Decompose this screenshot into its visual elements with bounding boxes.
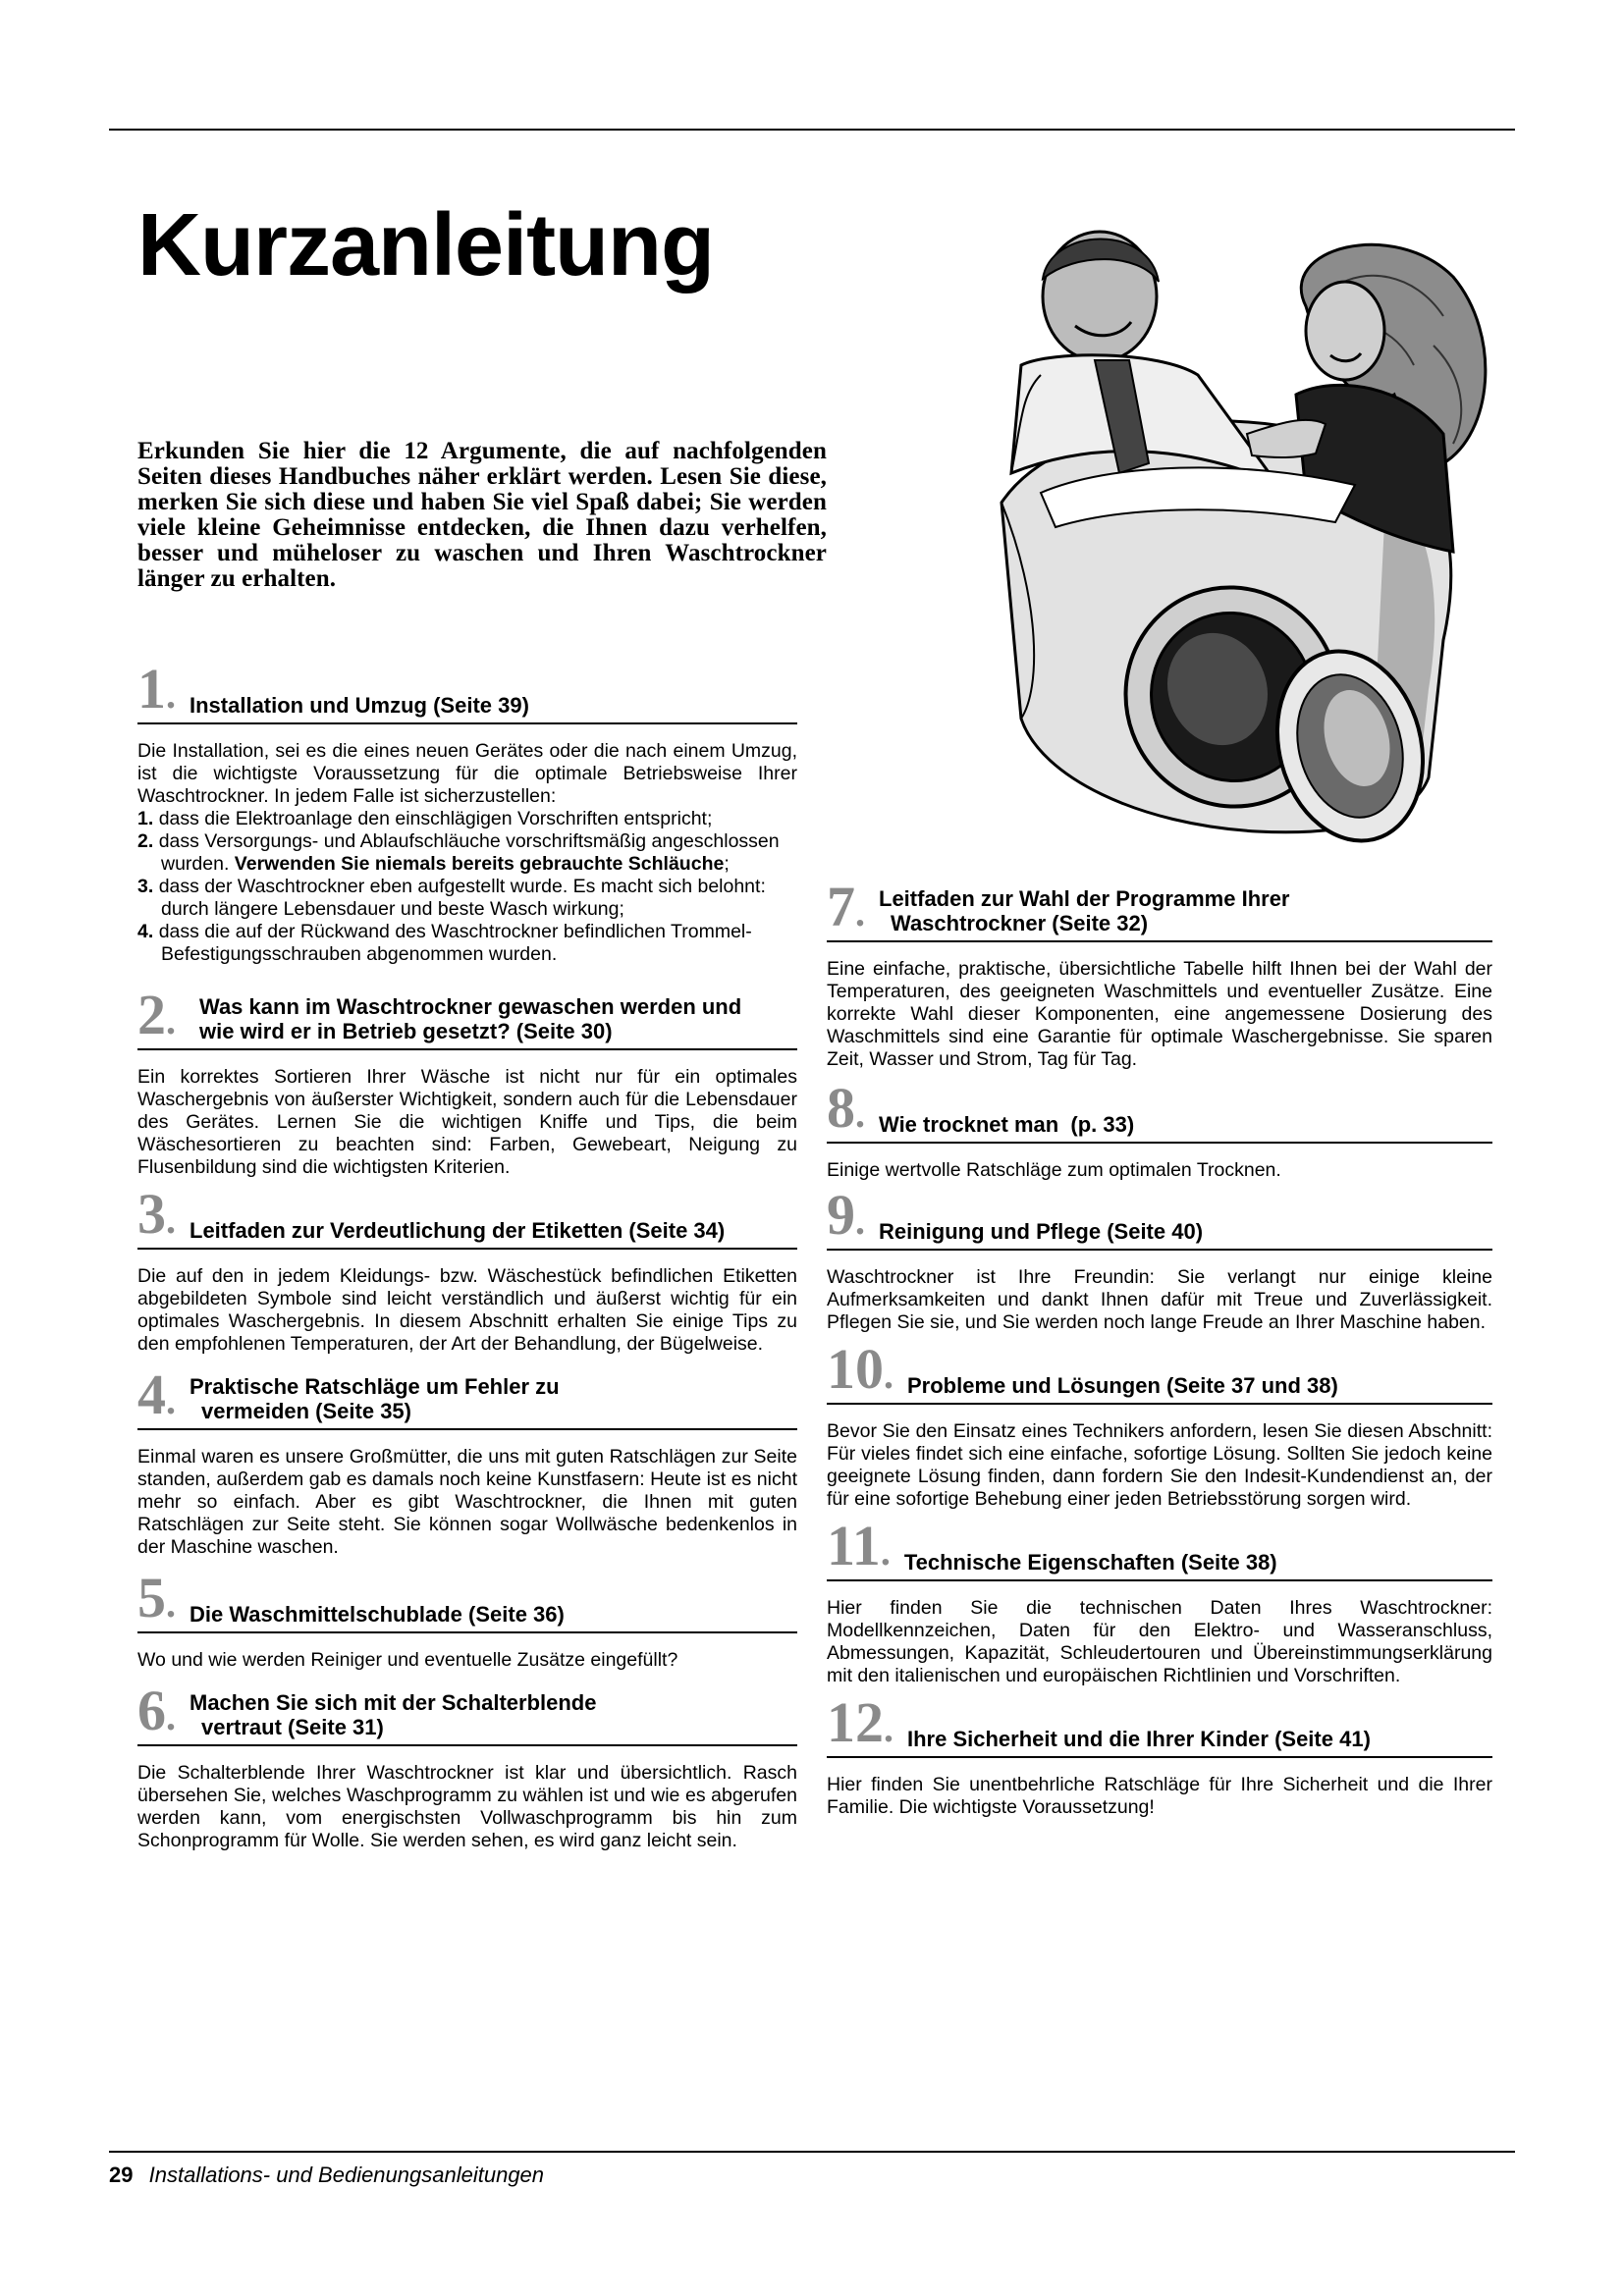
- section-text: Eine einfache, praktische, übersichtliche Tabelle hilft Ihnen bei der Wahl der Temperaturen, des geeigneten Waschmittels und eventueller Zusätze. Eine korrekte Wahl dieser Komponenten, eine angemessene Dosierung des Waschmittels sind eine Garantie für optimale Waschergebnisse. Sie sparen Zeit, Wasser und Strom, Tag für Tag.: [827, 958, 1492, 1070]
- section-number: 6.: [137, 1679, 176, 1742]
- section-heading: [827, 1690, 1492, 1758]
- section-text: Einige wertvolle Ratschläge zum optimalen Trocknen.: [827, 1159, 1281, 1181]
- section-number: 11.: [827, 1514, 891, 1577]
- section-heading: [827, 1337, 1492, 1405]
- section-title: Installation und Umzug (Seite 39): [189, 693, 529, 718]
- section-title: Machen Sie sich mit der Schalterblende vertraut (Seite 31): [189, 1690, 597, 1739]
- list-item: 2. dass Versorgungs- und Ablaufschläuche vorschriftsmäßig angeschlossen wurden. Verwenden Sie niemals bereits gebrauchte Schläuche;: [137, 830, 780, 875]
- section-heading: [137, 1182, 797, 1250]
- section-4: [137, 1362, 797, 1559]
- section-8: [827, 1076, 1492, 1182]
- section-6: [137, 1679, 797, 1852]
- section-text: Wo und wie werden Reiniger und eventuelle Zusätze eingefüllt?: [137, 1649, 678, 1671]
- section-11: [827, 1514, 1492, 1687]
- section-title: Praktische Ratschläge um Fehler zu vermeiden (Seite 35): [189, 1374, 560, 1423]
- section-text: Waschtrockner ist Ihre Freundin: Sie verlangt nur einige kleine Aufmerksamkeiten und dankt Ihnen dafür mit Treue und Zuverlässigkeit. Pflegen Sie sie, und Sie werden noch lange Freude an Ihrer Maschine haben.: [827, 1266, 1492, 1333]
- section-9: [827, 1183, 1492, 1334]
- section-3: [137, 1182, 797, 1356]
- list-item: 1. dass die Elektroanlage den einschlägigen Vorschriften entspricht;: [137, 808, 713, 829]
- section-heading: [137, 983, 797, 1050]
- left-column: [137, 657, 797, 1852]
- section-heading: [827, 1076, 1492, 1144]
- section-title: Reinigung und Pflege (Seite 40): [879, 1219, 1204, 1244]
- section-5: [137, 1566, 797, 1672]
- bottom-rule: [109, 2151, 1515, 2153]
- section-1: [137, 657, 797, 966]
- page-footer: [109, 2163, 544, 2188]
- section-number: 7.: [827, 875, 865, 938]
- section-number: 4.: [137, 1362, 176, 1426]
- section-2: [137, 983, 797, 1179]
- page-title: Kurzanleitung: [137, 196, 714, 294]
- section-title: Was kann im Waschtrockner gewaschen werden und wie wird er in Betrieb gesetzt? (Seite 30): [199, 994, 742, 1043]
- section-heading: [827, 1183, 1492, 1251]
- section-heading: [137, 1566, 797, 1633]
- section-title: Die Waschmittelschublade (Seite 36): [189, 1602, 565, 1627]
- section-number: 10.: [827, 1337, 893, 1401]
- section-number: 1.: [137, 657, 176, 721]
- section-title: Technische Eigenschaften (Seite 38): [903, 1550, 1277, 1575]
- section-heading: [137, 1362, 797, 1430]
- section-body: [137, 740, 797, 966]
- section-heading: [137, 657, 797, 724]
- top-rule: [109, 129, 1515, 131]
- section-number: 8.: [827, 1076, 865, 1140]
- section-title: Wie trocknet man (p. 33): [879, 1112, 1135, 1137]
- section-text: Einmal waren es unsere Großmütter, die uns mit guten Ratschlägen zur Seite standen, außerdem gab es damals noch keine Kunstfasern: Heute ist es nicht mehr so einfach. Aber es gibt Waschtrockner, die Ihnen mit guten Ratschlägen zur Seite steht. Sie können sogar Wollwäsche bedenkenlos in der Maschine waschen.: [137, 1446, 797, 1558]
- section-text: Die auf den in jedem Kleidungs- bzw. Wäschestück befindlichen Etiketten abgebildeten Symbole sind leicht verständlich und äußerst wichtig für ein optimales Waschergebnis. In diesem Abschnitt erhalten Sie einige Tips zu den empfohlenen Temperaturen, der Art der Behandlung, der Bügelweise.: [137, 1265, 797, 1355]
- section-heading: [137, 1679, 797, 1746]
- section-12: [827, 1690, 1492, 1819]
- section-title: Ihre Sicherheit und die Ihrer Kinder (Seite 41): [907, 1727, 1371, 1751]
- install-checklist: [137, 808, 797, 966]
- footer-text: Installations- und Bedienungsanleitungen: [148, 2163, 545, 2187]
- section-7: [827, 875, 1492, 1071]
- section-number: 3.: [137, 1182, 176, 1246]
- section-text: Die Installation, sei es die eines neuen Gerätes oder die nach einem Umzug, ist die wichtigste Voraussetzung für die optimale Betriebsweise Ihrer Waschtrockner. In jedem Falle ist sicherzustellen:: [137, 740, 797, 807]
- section-text: Hier finden Sie die technischen Daten Ihres Waschtrockner: Modellkennzeichen, Daten für den Elektro- und Wasseranschluss, Abmessungen, Kapazität, Schleudertouren und Übereinstimmungserklärung mit den italienischen und europäischen Richtlinien und Vorschriften.: [827, 1597, 1492, 1686]
- page-number: 29: [109, 2163, 134, 2187]
- section-title: Leitfaden zur Wahl der Programme Ihrer Waschtrockner (Seite 32): [879, 886, 1290, 935]
- section-heading: [827, 875, 1492, 942]
- section-text: Hier finden Sie unentbehrliche Ratschläge für Ihre Sicherheit und die Ihrer Familie. Die wichtigste Voraussetzung!: [827, 1774, 1492, 1818]
- list-item: 4. dass die auf der Rückwand des Waschtrockner befindlichen Trommel-Befestigungsschrauben abgenommen wurden.: [137, 921, 752, 965]
- section-10: [827, 1337, 1492, 1511]
- section-number: 2.: [137, 983, 176, 1046]
- section-title: Probleme und Lösungen (Seite 37 und 38): [907, 1373, 1338, 1398]
- section-text: Die Schalterblende Ihrer Waschtrockner ist klar und übersichtlich. Rasch übersehen Sie, welches Waschprogramm zu wählen ist und wie es abgerufen werden kann, vom energischsten Vollwaschprogramm bis hin zum Schonprogramm für Wolle. Sie werden sehen, es wird ganz leicht sein.: [137, 1762, 797, 1851]
- section-title: Leitfaden zur Verdeutlichung der Etiketten (Seite 34): [189, 1218, 726, 1243]
- right-column: [827, 875, 1492, 1819]
- section-text: Bevor Sie den Einsatz eines Technikers anfordern, lesen Sie diesen Abschnitt: Für vieles findet sich eine einfache, sofortige Lösung. Sollten Sie jedoch keine geeignete Lösung finden, dann fordern Sie den Indesit-Kundendienst an, der für eine sofortige Behebung einer jeden Betriebsstörung sorgen wird.: [827, 1420, 1492, 1510]
- section-number: 9.: [827, 1183, 865, 1247]
- intro-paragraph: Erkunden Sie hier die 12 Argumente, die auf nachfolgenden Seiten dieses Handbuches näher erklärt werden. Lesen Sie diese, merken Sie sich diese und haben Sie viel Spaß dabei; Sie werden viele kleine Geheimnisse entdecken, die Ihnen dazu verhelfen, besser und müheloser zu waschen und Ihren Waschtrockner länger zu erhalten.: [137, 438, 827, 592]
- section-number: 5.: [137, 1566, 176, 1629]
- couple-with-washing-machine-illustration: [982, 228, 1512, 856]
- section-number: 12.: [827, 1690, 893, 1754]
- section-heading: [827, 1514, 1492, 1581]
- section-text: Ein korrektes Sortieren Ihrer Wäsche ist nicht nur für ein optimales Waschergebnis von äußerster Wichtigkeit, sondern auch für die Lebensdauer des Gerätes. Lernen Sie die wichtigen Kniffe und Tips, die beim Wäschesortieren zu beachten sind: Farben, Gewebeart, Neigung zu Flusenbildung sind die wichtigsten Kriterien.: [137, 1066, 797, 1178]
- list-item: 3. dass der Waschtrockner eben aufgestellt wurde. Es macht sich belohnt: durch längere Lebensdauer und beste Wasch wirkung;: [137, 876, 766, 920]
